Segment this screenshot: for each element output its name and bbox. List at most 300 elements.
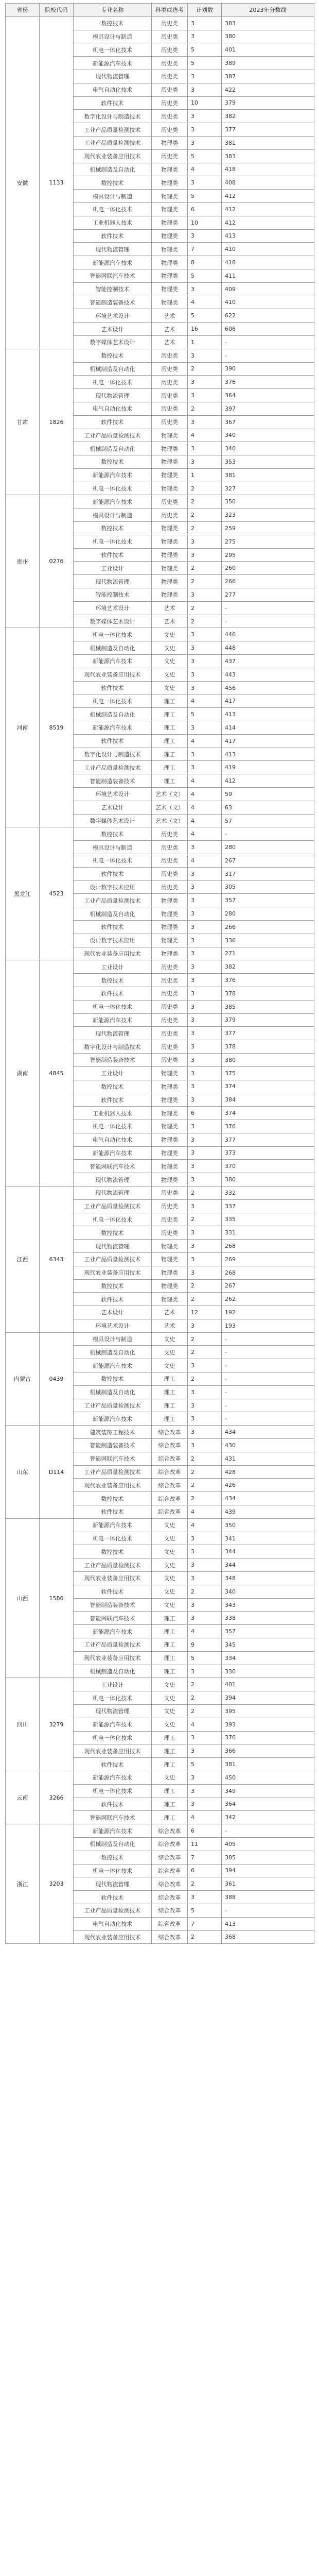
subject-cell: 艺术 [152,601,188,615]
plan-count-cell: 4 [188,801,222,814]
plan-count-cell: 5 [188,708,222,721]
min-score-cell: - [222,601,314,615]
subject-cell: 历史类 [152,1027,188,1040]
plan-count-cell: 3 [188,1240,222,1253]
min-score-cell: 323 [222,509,314,522]
table-row [6,1332,314,1346]
table-row [6,1518,314,1532]
plan-count-cell: 2 [188,1293,222,1306]
subject-cell: 历史类 [152,509,188,522]
min-score-cell: 337 [222,1199,314,1213]
major-cell: 工业产品质量检测技术 [74,1199,152,1213]
min-score-cell: 374 [222,1107,314,1120]
min-score-cell: 193 [222,1319,314,1332]
min-score-cell: 410 [222,243,314,256]
header-plan-count: 计划数 [188,4,222,17]
min-score-cell: 408 [222,176,314,190]
subject-cell: 历史类 [152,880,188,894]
major-cell: 数控技术 [74,455,152,469]
major-cell: 现代物流管理 [74,1173,152,1187]
major-cell: 智能制造装备技术 [74,774,152,788]
subject-cell: 历史类 [152,1053,188,1066]
min-score-cell: 410 [222,296,314,309]
subject-cell: 历史类 [152,960,188,974]
subject-cell: 艺术 [152,615,188,628]
major-cell: 软件技术 [74,1891,152,1904]
table-body [6,16,314,1944]
major-cell: 软件技术 [74,734,152,748]
plan-count-cell: 6 [188,1107,222,1120]
subject-cell: 理工 [152,1372,188,1386]
plan-count-cell: 4 [188,827,222,841]
major-cell: 数控技术 [74,1226,152,1240]
min-score-cell: 428 [222,1465,314,1479]
major-cell: 模具设计与制造 [74,190,152,203]
plan-count-cell: 3 [188,668,222,681]
subject-cell: 历史类 [152,1013,188,1027]
min-score-cell: 367 [222,415,314,429]
min-score-cell: 394 [222,1691,314,1705]
plan-count-cell: 3 [188,588,222,602]
table-row [6,1678,314,1691]
subject-cell: 物理类 [152,1080,188,1093]
subject-cell: 理工 [152,1612,188,1625]
subject-cell: 物理类 [152,522,188,535]
min-score-cell: 59 [222,788,314,801]
major-cell: 机电一体化技术 [74,376,152,389]
plan-count-cell: 3 [188,1532,222,1545]
subject-cell: 物理类 [152,562,188,575]
min-score-cell: 414 [222,721,314,735]
subject-cell: 物理类 [152,282,188,296]
major-cell: 机械制造及自动化 [74,163,152,176]
plan-count-cell: 2 [188,1492,222,1505]
subject-cell: 物理类 [152,1266,188,1279]
subject-cell: 文史 [152,1532,188,1545]
major-cell: 软件技术 [74,867,152,880]
subject-cell: 综合改革 [152,1824,188,1838]
major-cell: 现代物流管理 [74,1240,152,1253]
plan-count-cell: 3 [188,1891,222,1904]
min-score-cell: 331 [222,1226,314,1240]
subject-cell: 综合改革 [152,1930,188,1944]
plan-count-cell: 5 [188,269,222,282]
major-cell: 工业产品质量检测技术 [74,1638,152,1652]
major-cell: 机电一体化技术 [74,1532,152,1545]
major-cell: 现代农业装备应用技术 [74,668,152,681]
province-cell: 山东 [6,1426,40,1519]
subject-cell: 物理类 [152,176,188,190]
province-cell: 河南 [6,628,40,827]
subject-cell: 艺术（文） [152,814,188,827]
header-min-score: 2023年分数线 [222,4,314,17]
plan-count-cell: 6 [188,202,222,216]
major-cell: 环境艺术设计 [74,1319,152,1332]
major-cell: 艺术设计 [74,1306,152,1319]
subject-cell: 理工 [152,1744,188,1758]
school-code-cell: 1586 [40,1518,74,1678]
plan-count-cell: 3 [188,1771,222,1784]
min-score-cell: 375 [222,1066,314,1080]
major-cell: 智能网联汽车技术 [74,1612,152,1625]
school-code-cell: 1826 [40,349,74,495]
plan-count-cell: 3 [188,721,222,735]
major-cell: 智能制造装备技术 [74,296,152,309]
min-score-cell: 277 [222,588,314,602]
subject-cell: 理工 [152,1412,188,1426]
min-score-cell: 381 [222,136,314,149]
min-score-cell: 357 [222,894,314,907]
subject-cell: 物理类 [152,1293,188,1306]
major-cell: 工业机器人技术 [74,216,152,229]
major-cell: 机电一体化技术 [74,1120,152,1133]
subject-cell: 历史类 [152,70,188,83]
subject-cell: 文史 [152,668,188,681]
admission-plan-table [5,3,314,1944]
subject-cell: 物理类 [152,1093,188,1107]
min-score-cell: 368 [222,1930,314,1944]
province-cell: 湖南 [6,960,40,1187]
subject-cell: 历史类 [152,389,188,402]
subject-cell: 物理类 [152,229,188,243]
major-cell: 现代物流管理 [74,389,152,402]
table-row [6,827,314,841]
plan-count-cell: 4 [188,774,222,788]
min-score-cell: 341 [222,1532,314,1545]
plan-count-cell: 3 [188,920,222,934]
subject-cell: 文史 [152,641,188,655]
min-score-cell: 393 [222,1718,314,1731]
subject-cell: 历史类 [152,867,188,880]
plan-count-cell: 3 [188,83,222,96]
subject-cell: 物理类 [152,1146,188,1160]
min-score-cell: 387 [222,70,314,83]
min-score-cell: - [222,335,314,349]
major-cell: 新能源汽车技术 [74,1771,152,1784]
subject-cell: 综合改革 [152,1479,188,1492]
school-code-cell: 4845 [40,960,74,1187]
major-cell: 智能控制技术 [74,588,152,602]
major-cell: 数控技术 [74,1372,152,1386]
subject-cell: 历史类 [152,16,188,30]
min-score-cell: 374 [222,1080,314,1093]
major-cell: 机电一体化技术 [74,1000,152,1013]
major-cell: 机械制造及自动化 [74,641,152,655]
plan-count-cell: 2 [188,575,222,588]
plan-count-cell: 3 [188,1598,222,1612]
plan-count-cell: 4 [188,694,222,708]
min-score-cell: 377 [222,123,314,137]
min-score-cell: 338 [222,1612,314,1625]
subject-cell: 历史类 [152,362,188,376]
min-score-cell: - [222,615,314,628]
plan-count-cell: 3 [188,1013,222,1027]
plan-count-cell: 3 [188,535,222,548]
subject-cell: 物理类 [152,575,188,588]
major-cell: 工业产品质量检测技术 [74,1558,152,1572]
plan-count-cell: 3 [188,947,222,960]
school-code-cell: 8519 [40,628,74,827]
province-cell: 江西 [6,1186,40,1332]
subject-cell: 艺术 [152,309,188,323]
min-score-cell: 412 [222,216,314,229]
subject-cell: 物理类 [152,1107,188,1120]
plan-count-cell: 3 [188,748,222,761]
min-score-cell: 417 [222,694,314,708]
subject-cell: 文史 [152,1678,188,1691]
major-cell: 智能网联汽车技术 [74,1160,152,1173]
subject-cell: 物理类 [152,947,188,960]
plan-count-cell: 4 [188,788,222,801]
major-cell: 新能源汽车技术 [74,1359,152,1372]
subject-cell: 物理类 [152,535,188,548]
min-score-cell: 259 [222,522,314,535]
plan-count-cell: 2 [188,615,222,628]
major-cell: 机械制造及自动化 [74,1837,152,1851]
min-score-cell: 417 [222,734,314,748]
min-score-cell: 377 [222,1027,314,1040]
school-code-cell: D114 [40,1426,74,1519]
major-cell: 数控技术 [74,1851,152,1864]
plan-count-cell: 2 [188,1186,222,1199]
subject-cell: 文史 [152,1598,188,1612]
min-score-cell: 412 [222,774,314,788]
min-score-cell: 383 [222,16,314,30]
subject-cell: 综合改革 [152,1426,188,1439]
plan-count-cell: 3 [188,455,222,469]
major-cell: 新能源汽车技术 [74,1412,152,1426]
table-row [6,349,314,362]
major-cell: 智能控制技术 [74,282,152,296]
major-cell: 智能制造装备技术 [74,1598,152,1612]
school-code-cell: 3203 [40,1824,74,1944]
min-score-cell: 344 [222,1558,314,1572]
subject-cell: 历史类 [152,96,188,110]
major-cell: 机电一体化技术 [74,854,152,868]
plan-count-cell: 2 [188,1479,222,1492]
min-score-cell: 349 [222,1784,314,1798]
subject-cell: 物理类 [152,1279,188,1293]
table-row [6,1186,314,1199]
province-cell: 贵州 [6,495,40,628]
plan-count-cell: 3 [188,70,222,83]
min-score-cell: 426 [222,1479,314,1492]
min-score-cell: 275 [222,535,314,548]
major-cell: 电气自动化技术 [74,1917,152,1930]
major-cell: 现代农业装备应用技术 [74,1479,152,1492]
plan-count-cell: 3 [188,1439,222,1452]
min-score-cell: 330 [222,1665,314,1678]
major-cell: 软件技术 [74,415,152,429]
header-school-code: 院校代码 [40,4,74,17]
major-cell: 环境艺术设计 [74,788,152,801]
plan-count-cell: 3 [188,389,222,402]
school-code-cell: 0276 [40,495,74,628]
plan-count-cell: 4 [188,1718,222,1731]
min-score-cell: 327 [222,482,314,495]
province-cell: 四川 [6,1678,40,1771]
plan-count-cell: 2 [188,562,222,575]
min-score-cell: 443 [222,668,314,681]
major-cell: 工业产品质量检测技术 [74,894,152,907]
min-score-cell: - [222,1399,314,1412]
major-cell: 数字化设计与制造技术 [74,110,152,123]
min-score-cell: - [222,1332,314,1346]
plan-count-cell: 3 [188,1612,222,1625]
min-score-cell: 269 [222,1252,314,1266]
major-cell: 工业设计 [74,1678,152,1691]
subject-cell: 物理类 [152,907,188,921]
major-cell: 机械制造及自动化 [74,708,152,721]
major-cell: 新能源汽车技术 [74,1718,152,1731]
major-cell: 机电一体化技术 [74,43,152,57]
min-score-cell: 389 [222,57,314,70]
plan-count-cell: 3 [188,960,222,974]
plan-count-cell: 3 [188,867,222,880]
subject-cell: 文史 [152,628,188,641]
min-score-cell: 401 [222,43,314,57]
min-score-cell: 268 [222,1240,314,1253]
plan-count-cell: 10 [188,216,222,229]
subject-cell: 理工 [152,761,188,774]
plan-count-cell: 3 [188,1133,222,1146]
subject-cell: 综合改革 [152,1877,188,1891]
plan-count-cell: 1 [188,335,222,349]
major-cell: 新能源汽车技术 [74,57,152,70]
plan-count-cell: 3 [188,641,222,655]
subject-cell: 文史 [152,1705,188,1718]
plan-count-cell: 2 [188,1279,222,1293]
school-code-cell: 0439 [40,1332,74,1426]
subject-cell: 物理类 [152,243,188,256]
min-score-cell: 57 [222,814,314,827]
min-score-cell: 405 [222,1837,314,1851]
major-cell: 数字媒体艺术设计 [74,615,152,628]
major-cell: 数控技术 [74,974,152,987]
subject-cell: 理工 [152,734,188,748]
subject-cell: 文史 [152,1771,188,1784]
header-major: 专业名称 [74,4,152,17]
major-cell: 数控技术 [74,1492,152,1505]
min-score-cell: 340 [222,1585,314,1598]
major-cell: 现代农业装备应用技术 [74,1651,152,1665]
plan-count-cell: 3 [188,1053,222,1066]
min-score-cell: 266 [222,575,314,588]
table-row [6,628,314,641]
major-cell: 机电一体化技术 [74,1691,152,1705]
major-cell: 软件技术 [74,1293,152,1306]
table-row [6,960,314,974]
subject-cell: 文史 [152,1558,188,1572]
major-cell: 机电一体化技术 [74,1784,152,1798]
major-cell: 智能网联汽车技术 [74,1811,152,1824]
subject-cell: 文史 [152,1572,188,1585]
min-score-cell: 268 [222,1266,314,1279]
major-cell: 工业产品质量检测技术 [74,1465,152,1479]
major-cell: 现代物流管理 [74,1027,152,1040]
plan-count-cell: 3 [188,1572,222,1585]
plan-count-cell: 4 [188,1518,222,1532]
major-cell: 数控技术 [74,16,152,30]
plan-count-cell: 3 [188,1731,222,1744]
min-score-cell: 342 [222,1811,314,1824]
major-cell: 软件技术 [74,1093,152,1107]
plan-count-cell: 2 [188,402,222,415]
min-score-cell: 260 [222,562,314,575]
plan-count-cell: 3 [188,376,222,389]
plan-count-cell: 3 [188,1120,222,1133]
subject-cell: 文史 [152,1585,188,1598]
subject-cell: 历史类 [152,1199,188,1213]
plan-count-cell: 3 [188,987,222,1000]
major-cell: 机电一体化技术 [74,482,152,495]
subject-cell: 物理类 [152,934,188,947]
plan-count-cell: 3 [188,1000,222,1013]
min-score-cell: 332 [222,1186,314,1199]
plan-count-cell: 2 [188,1930,222,1944]
major-cell: 现代物流管理 [74,70,152,83]
subject-cell: 物理类 [152,1173,188,1187]
subject-cell: 物理类 [152,1133,188,1146]
min-score-cell: 382 [222,110,314,123]
min-score-cell: 376 [222,974,314,987]
province-cell: 云南 [6,1771,40,1824]
min-score-cell: - [222,1359,314,1372]
subject-cell: 历史类 [152,854,188,868]
plan-count-cell: 3 [188,1558,222,1572]
major-cell: 数控技术 [74,176,152,190]
plan-count-cell: 3 [188,1040,222,1054]
plan-count-cell: 3 [188,1027,222,1040]
major-cell: 设计数字技术应用 [74,880,152,894]
major-cell: 数字化设计与制造技术 [74,748,152,761]
major-cell: 机电一体化技术 [74,1731,152,1744]
subject-cell: 综合改革 [152,1492,188,1505]
major-cell: 数控技术 [74,1080,152,1093]
plan-count-cell: 3 [188,1399,222,1412]
min-score-cell: 381 [222,1758,314,1771]
province-cell: 浙江 [6,1824,40,1944]
plan-count-cell: 5 [188,309,222,323]
header-row [6,4,314,17]
min-score-cell: 606 [222,323,314,336]
subject-cell: 综合改革 [152,1891,188,1904]
min-score-cell: 395 [222,1705,314,1718]
subject-cell: 综合改革 [152,1864,188,1877]
major-cell: 模具设计与制造 [74,509,152,522]
subject-cell: 艺术 [152,1306,188,1319]
subject-cell: 历史类 [152,827,188,841]
subject-cell: 物理类 [152,1252,188,1266]
min-score-cell: 622 [222,309,314,323]
major-cell: 工业产品质量检测技术 [74,1399,152,1412]
min-score-cell: 340 [222,442,314,455]
plan-count-cell: 2 [188,522,222,535]
major-cell: 电气自动化技术 [74,1133,152,1146]
table-row [6,495,314,509]
plan-count-cell: 5 [188,1651,222,1665]
plan-count-cell: 4 [188,1505,222,1519]
min-score-cell: 397 [222,402,314,415]
plan-count-cell: 2 [188,1691,222,1705]
plan-count-cell: 3 [188,934,222,947]
plan-count-cell: 3 [188,1545,222,1558]
subject-cell: 艺术 [152,1319,188,1332]
min-score-cell: 430 [222,1439,314,1452]
subject-cell: 理工 [152,721,188,735]
major-cell: 智能制造装备技术 [74,1053,152,1066]
min-score-cell: 388 [222,1891,314,1904]
